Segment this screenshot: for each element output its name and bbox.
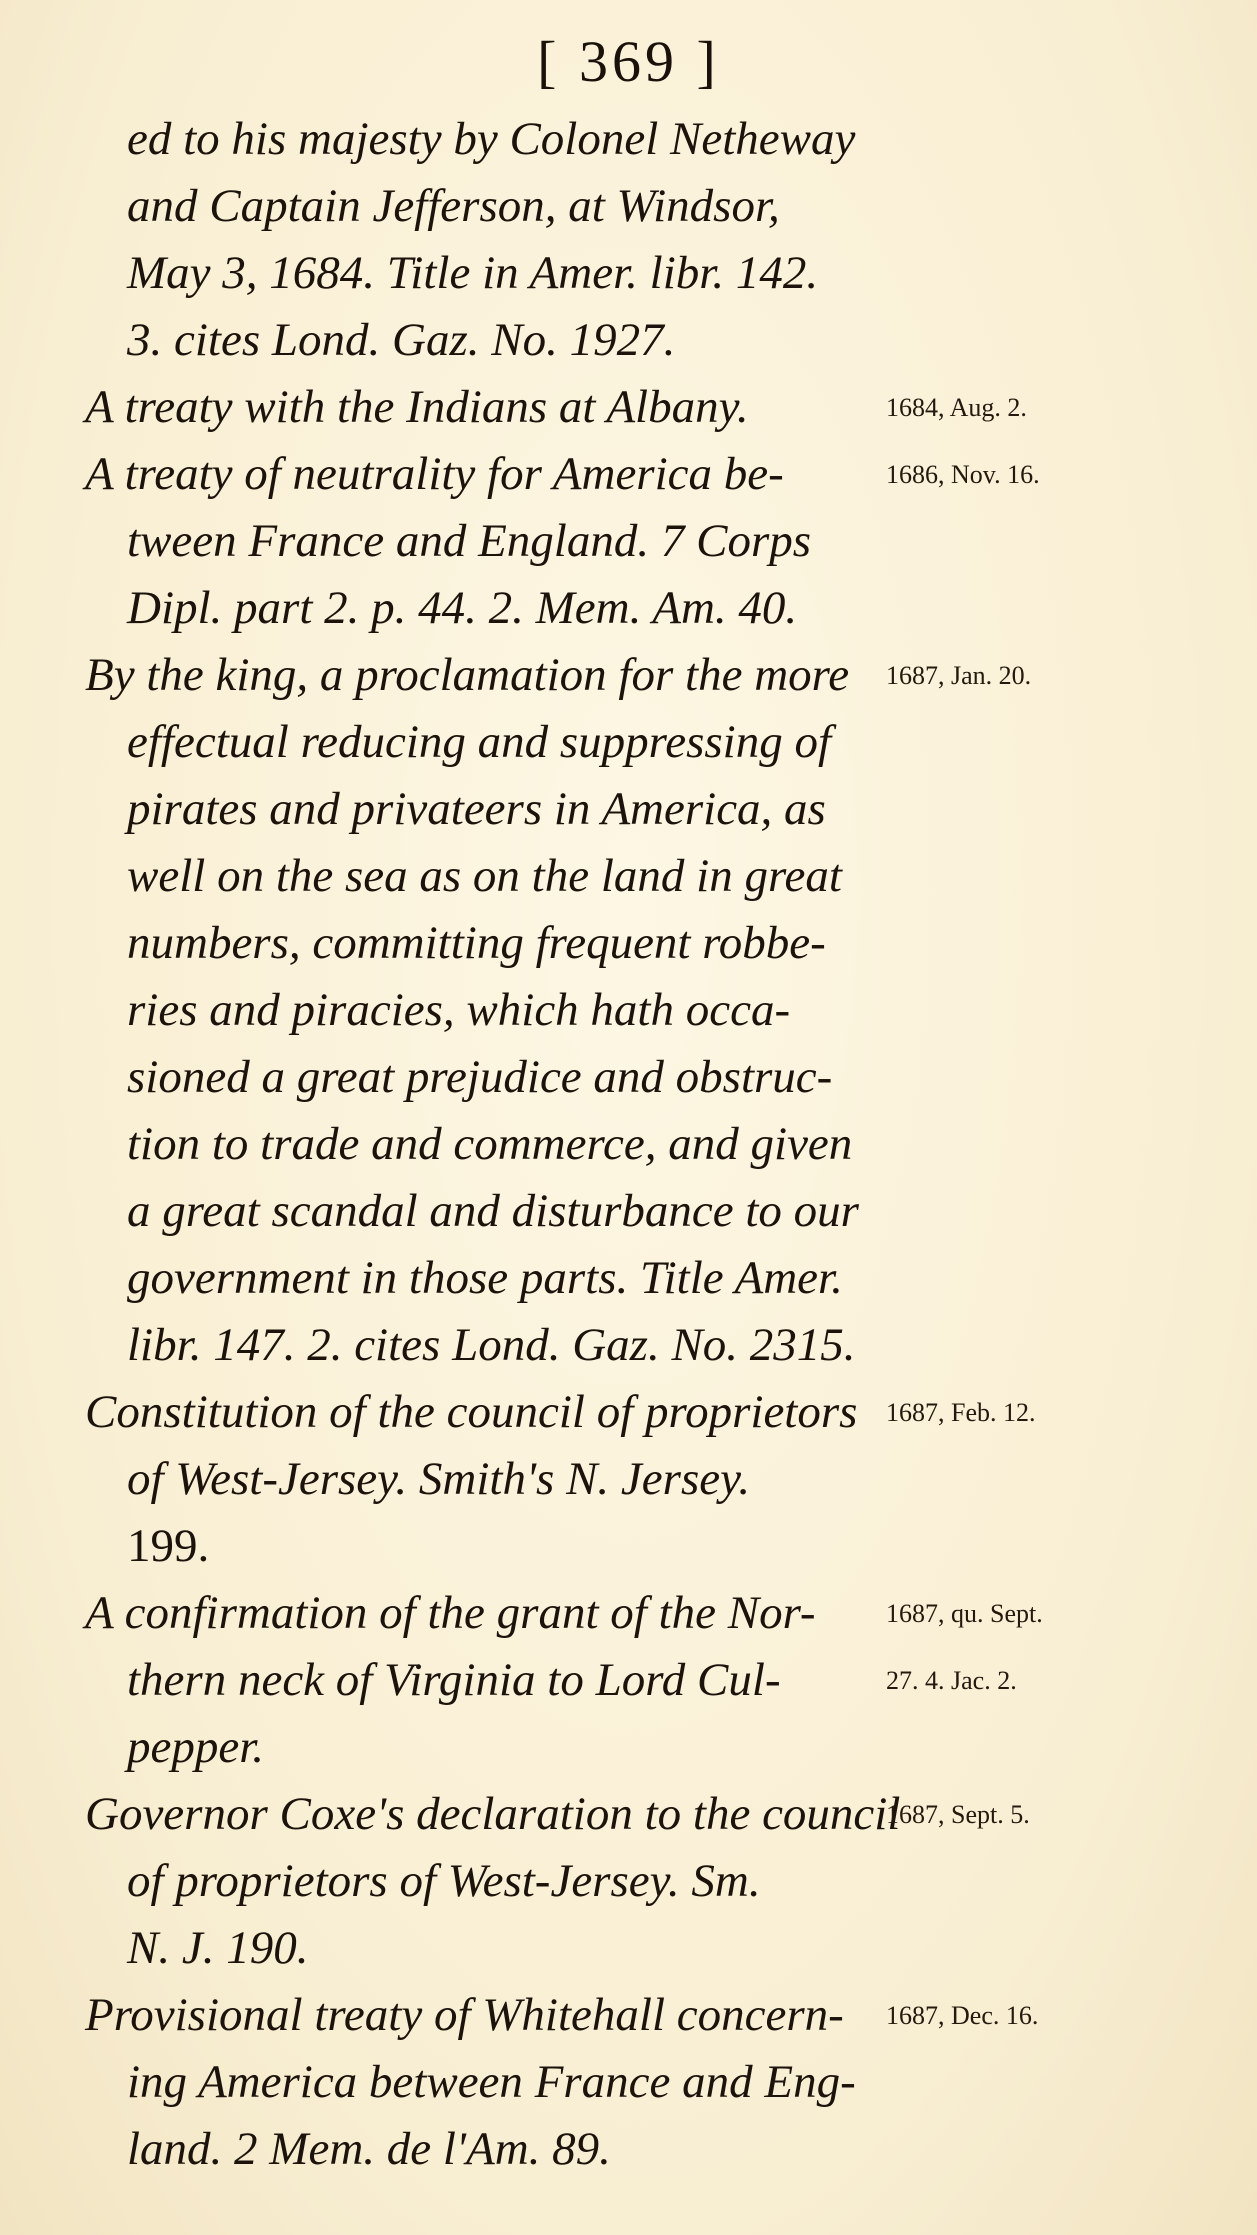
entry-line: A confirmation of the grant of the Nor- bbox=[85, 1587, 816, 1639]
entry-line: Provisional treaty of Whitehall concern- bbox=[85, 1989, 844, 2041]
entry-date: 1687, Jan. 20. bbox=[886, 661, 1032, 690]
entry-date: 1686, Nov. 16. bbox=[886, 460, 1040, 489]
entry-line: N. J. 190. bbox=[127, 1922, 309, 1974]
entry-line: A treaty with the Indians at Albany. bbox=[85, 381, 749, 433]
entry-line: pirates and privateers in America, as bbox=[127, 783, 826, 835]
entry-line: of proprietors of West-Jersey. Sm. bbox=[127, 1855, 761, 1907]
page-number: [ 369 ] bbox=[537, 29, 720, 94]
entry-line: and Captain Jefferson, at Windsor, bbox=[127, 180, 780, 232]
entry-line: Constitution of the council of proprietors bbox=[85, 1386, 858, 1438]
entry-line: ing America between France and Eng- bbox=[127, 2056, 856, 2108]
entry-line: May 3, 1684. Title in Amer. libr. 142. bbox=[127, 247, 819, 299]
entry-line: A treaty of neutrality for America be- bbox=[85, 448, 784, 500]
entry-line: Dipl. part 2. p. 44. 2. Mem. Am. 40. bbox=[127, 582, 798, 634]
entry-line: a great scandal and disturbance to our bbox=[127, 1185, 859, 1237]
entry-line: tion to trade and commerce, and given bbox=[127, 1118, 853, 1170]
entry-date: 1687, Sept. 5. bbox=[886, 1800, 1030, 1829]
entry-line: of West-Jersey. Smith's N. Jersey. bbox=[127, 1453, 751, 1505]
entry-date-regnal: 27. 4. Jac. 2. bbox=[886, 1666, 1017, 1695]
entry-line: Governor Coxe's declaration to the council bbox=[85, 1788, 901, 1840]
entry-line: thern neck of Virginia to Lord Cul- bbox=[127, 1654, 781, 1706]
entry-line: tween France and England. 7 Corps bbox=[127, 515, 812, 567]
entry-line: libr. 147. 2. cites Lond. Gaz. No. 2315. bbox=[127, 1319, 856, 1371]
entry-date: 1687, Dec. 16. bbox=[886, 2001, 1039, 2030]
entry-date: 1687, qu. Sept. bbox=[886, 1599, 1043, 1628]
entry-line: effectual reducing and suppressing of bbox=[127, 716, 832, 768]
entry-date: 1687, Feb. 12. bbox=[886, 1398, 1036, 1427]
entry-line: ries and piracies, which hath occa- bbox=[127, 984, 791, 1036]
entry-line: government in those parts. Title Amer. bbox=[127, 1252, 843, 1304]
entry-line: By the king, a proclamation for the more bbox=[85, 649, 850, 701]
entry-line: ed to his majesty by Colonel Netheway bbox=[127, 113, 856, 165]
entry-date: 1684, Aug. 2. bbox=[886, 393, 1027, 422]
entry-line: 199. bbox=[127, 1520, 210, 1572]
entry-line: land. 2 Mem. de l'Am. 89. bbox=[127, 2123, 611, 2175]
entry-line: numbers, committing frequent robbe- bbox=[127, 917, 826, 969]
entry-line: sioned a great prejudice and obstruc- bbox=[127, 1051, 833, 1103]
entry-line: 3. cites Lond. Gaz. No. 1927. bbox=[127, 314, 676, 366]
entry-line: well on the sea as on the land in great bbox=[127, 850, 842, 902]
entry-line: pepper. bbox=[127, 1721, 265, 1773]
